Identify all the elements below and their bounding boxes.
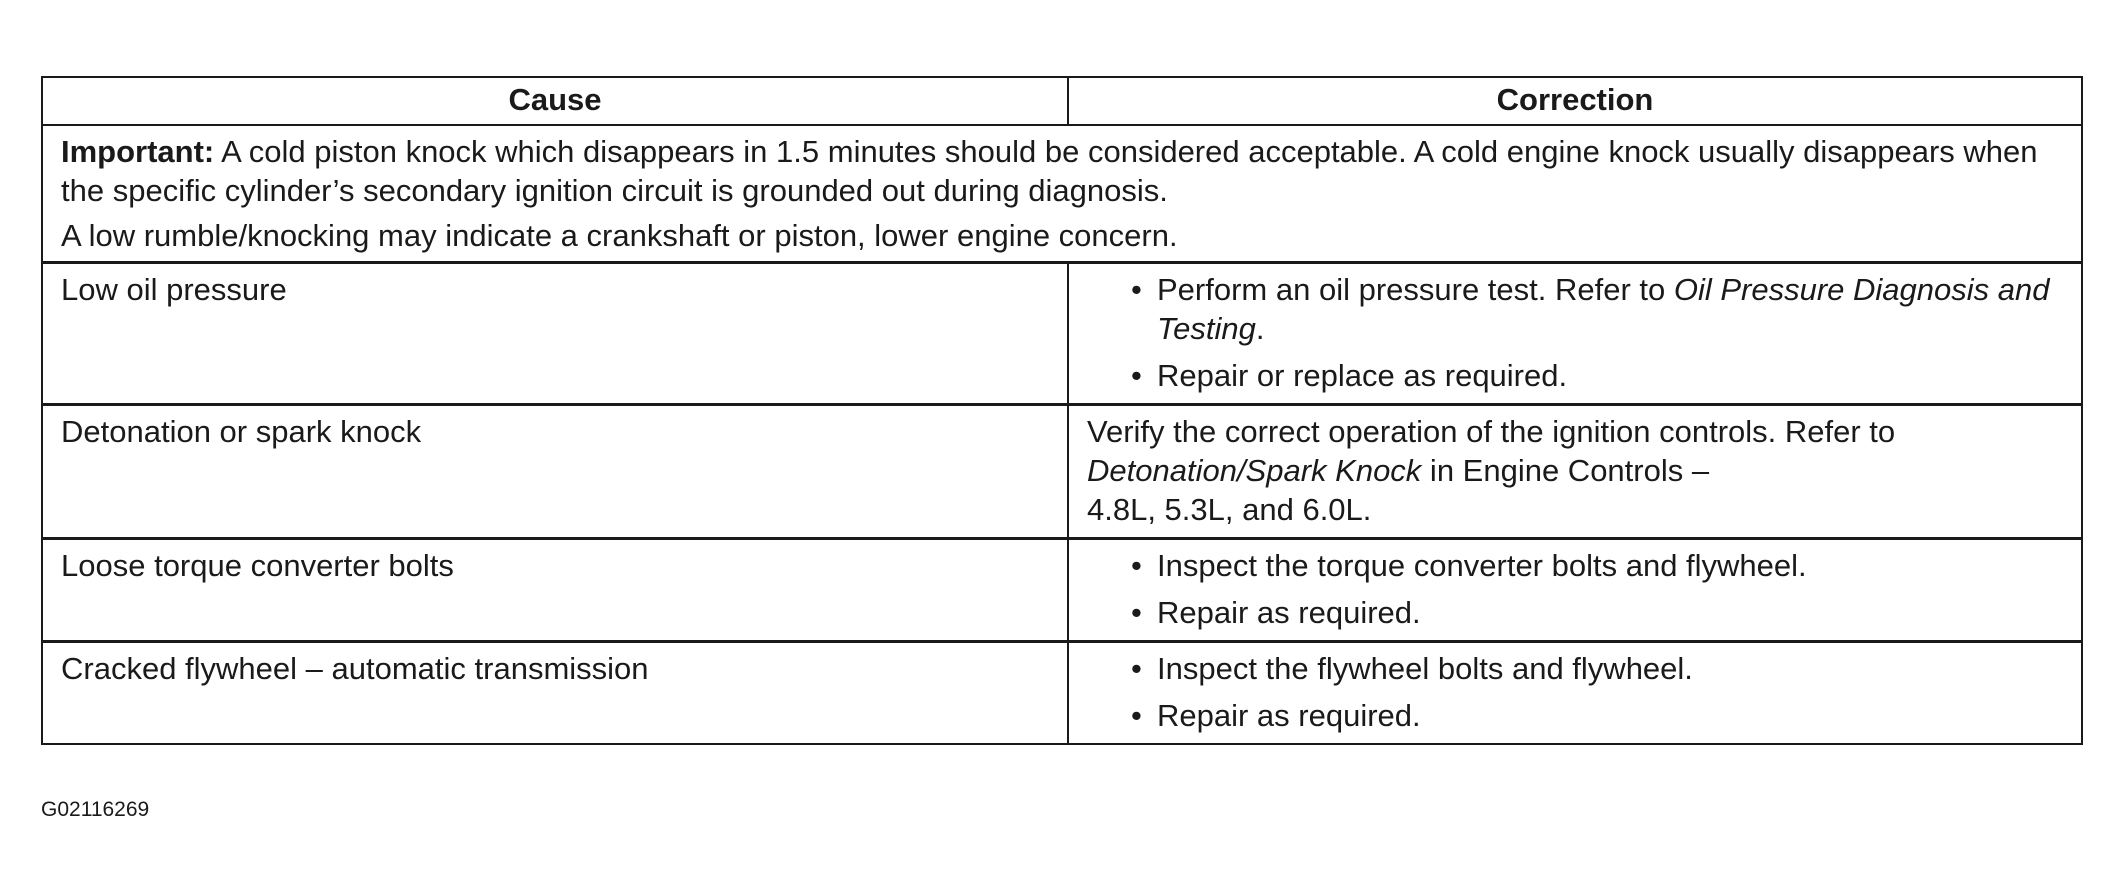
cause-cell: Loose torque converter bolts [42,539,1068,642]
table-row [42,642,2082,745]
cause-cell: Cracked flywheel – automatic transmission [42,642,1068,745]
correction-text-end: . [1255,311,1265,346]
correction-header: Correction [1068,77,2082,125]
bullet-icon: • [1131,595,1142,630]
correction-text: Repair or replace as required. [1157,358,1568,393]
correction-text: Perform an oil pressure test. Refer to [1157,272,1674,307]
list-item [1087,270,2063,348]
correction-text: Inspect the flywheel bolts and flywheel. [1157,651,1693,686]
bullet-icon: • [1131,651,1142,686]
correction-text: Repair as required. [1157,698,1421,733]
figure-id: G02116269 [41,798,150,821]
correction-text: Repair as required. [1157,595,1421,630]
bullet-icon: • [1131,698,1142,733]
correction-cell [1068,263,2082,405]
table-row [42,263,2082,405]
reference-link[interactable]: Oil Pressure Diagnosis and Testing [1157,272,2050,346]
important-label: Important: [61,134,215,169]
correction-list [1087,649,2063,735]
reference-link[interactable]: Detonation/Spark Knock [1087,453,1422,488]
bullet-icon: • [1131,358,1142,393]
correction-cell [1068,642,2082,745]
correction-text: Inspect the torque converter bolts and flywheel. [1157,548,1807,583]
rumble-note-paragraph: A low rumble/knocking may indicate a crankshaft or piston, lower engine concern. [61,218,1178,253]
important-note [42,125,2082,263]
list-item [1087,356,2063,395]
header-row [42,77,2082,125]
cause-cell: Low oil pressure [42,263,1068,405]
cause-header: Cause [42,77,1068,125]
correction-cell [1068,405,2082,539]
bullet-icon: • [1131,548,1142,583]
correction-text-mid: in Engine Controls – [1421,453,1710,488]
important-note-row [42,125,2082,263]
list-item [1087,649,2063,688]
table-row [42,405,2082,539]
correction-list [1087,546,2063,632]
correction-list [1087,270,2063,395]
bullet-icon: • [1131,272,1142,307]
list-item [1087,696,2063,735]
correction-text-end: 4.8L, 5.3L, and 6.0L. [1087,492,1372,527]
list-item [1087,546,2063,585]
cause-cell: Detonation or spark knock [42,405,1068,539]
important-note-text: A cold piston knock which disappears in 1.5 minutes should be considered acceptable. A cold engine knock usually disappears when the specific cylinder’s secondary ignition circuit is grounded out during diagnosis. [61,134,2038,208]
correction-cell [1068,539,2082,642]
important-note-paragraph [61,132,2063,210]
correction-text: Verify the correct operation of the ignition controls. Refer to [1087,414,1896,449]
diagnosis-table [41,76,2083,745]
list-item [1087,593,2063,632]
table-row [42,539,2082,642]
